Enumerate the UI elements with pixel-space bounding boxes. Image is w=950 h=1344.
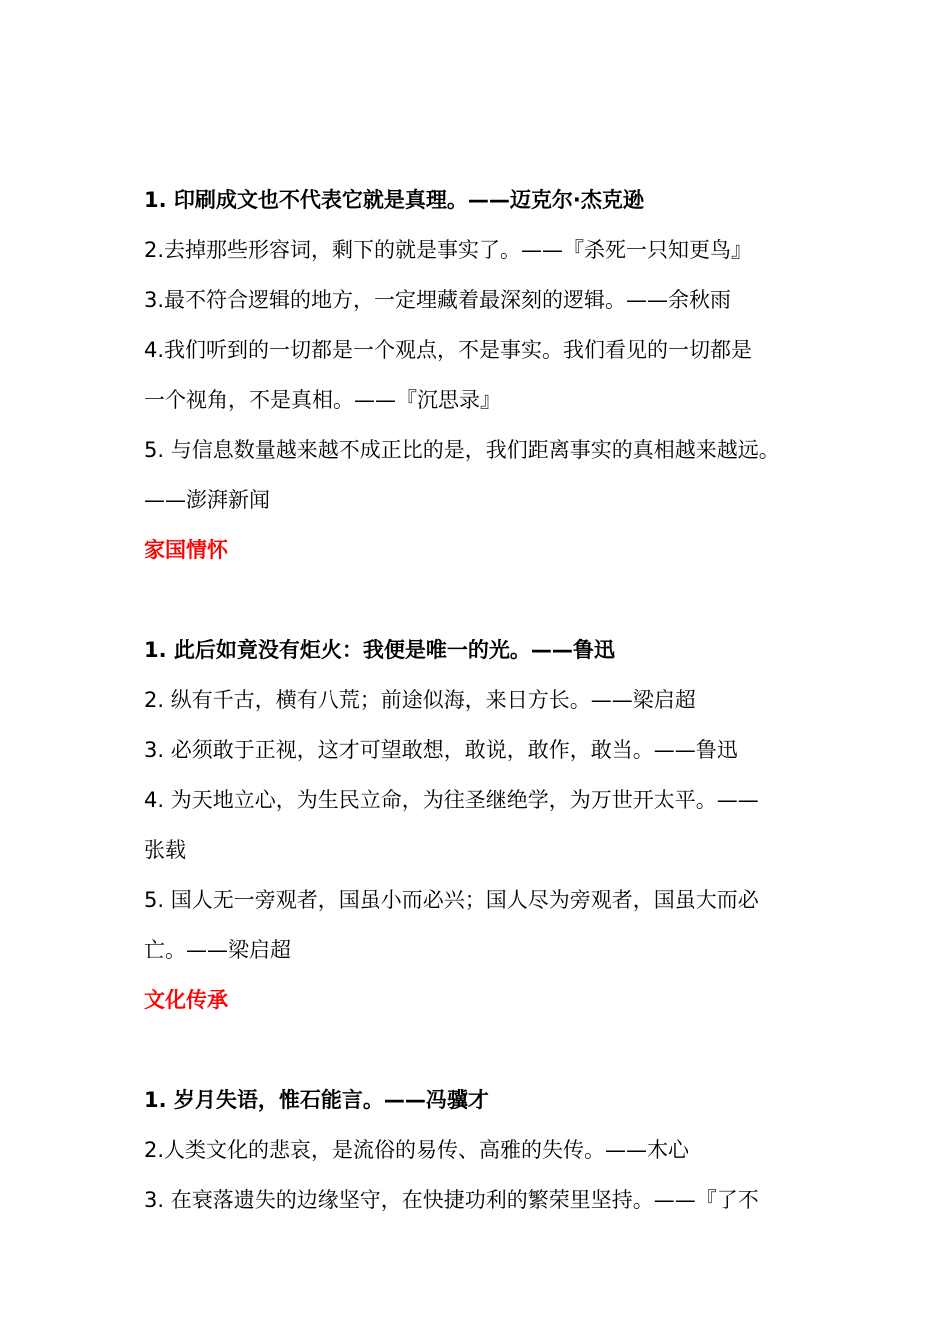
quote-line: 亡。——梁启超 — [144, 938, 291, 962]
quote-line: 1. 岁月失语，惟石能言。——冯骥才 — [144, 1088, 489, 1112]
quote-line: 5. 与信息数量越来越不成正比的是，我们距离事实的真相越来越远。 — [144, 438, 780, 462]
section-heading: 文化传承 — [144, 988, 228, 1012]
quote-line: 4.我们听到的一切都是一个观点，不是事实。我们看见的一切都是 — [144, 338, 753, 362]
quote-line: 2. 纵有千古，横有八荒；前途似海，来日方长。——梁启超 — [144, 688, 696, 712]
quote-line: 3. 在衰落遗失的边缘坚守，在快捷功利的繁荣里坚持。——『了不 — [144, 1188, 759, 1212]
quote-line: 2.人类文化的悲哀，是流俗的易传、高雅的失传。——木心 — [144, 1138, 690, 1162]
quote-line: 张载 — [144, 838, 186, 862]
section-heading: 家国情怀 — [144, 538, 228, 562]
quote-line: 3.最不符合逻辑的地方，一定埋藏着最深刻的逻辑。——余秋雨 — [144, 288, 732, 312]
quote-line: 1. 印刷成文也不代表它就是真理。——迈克尔·杰克逊 — [144, 188, 644, 212]
quote-line: 3. 必须敢于正视，这才可望敢想，敢说，敢作，敢当。——鲁迅 — [144, 738, 738, 762]
section-spacer — [144, 1025, 834, 1075]
quote-line: 4. 为天地立心，为生民立命，为往圣继绝学，为万世开太平。—— — [144, 788, 759, 812]
quote-line: 5. 国人无一旁观者，国虽小而必兴；国人尽为旁观者，国虽大而必 — [144, 888, 759, 912]
quote-line: 1. 此后如竟没有炬火：我便是唯一的光。——鲁迅 — [144, 638, 615, 662]
quote-line: ——澎湃新闻 — [144, 488, 270, 512]
document-page — [144, 175, 834, 1225]
section-spacer — [144, 575, 834, 625]
quote-line: 一个视角，不是真相。——『沉思录』 — [144, 388, 501, 412]
quote-line: 2.去掉那些形容词，剩下的就是事实了。——『杀死一只知更鸟』 — [144, 238, 753, 262]
